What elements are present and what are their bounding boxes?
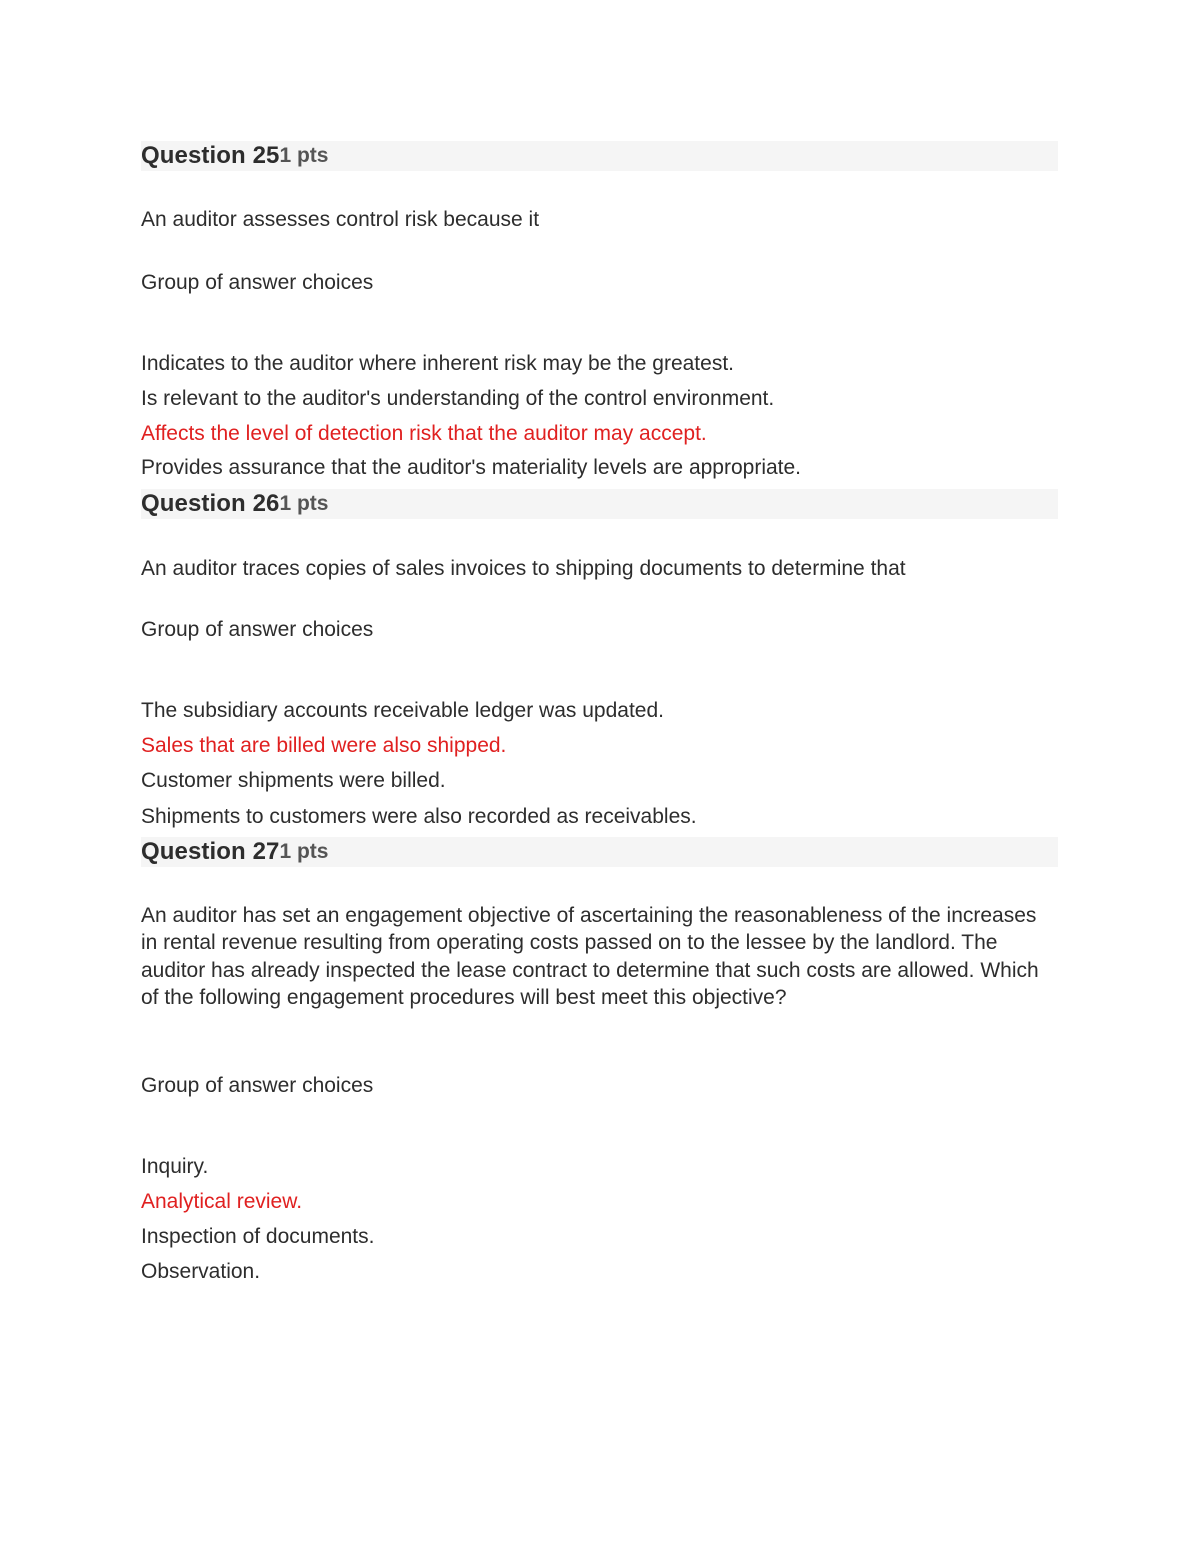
question-title: Question 27 [141,838,280,865]
question-points: 1 pts [279,144,329,167]
question-text: An auditor has set an engagement objective of ascertaining the reasonableness of the increases in rental revenue resulting from operating costs passed on to the lessee by the landlord. The auditor has already inspected the lease contract to determine that such costs are allowed. Which of the following engagement procedures will best meet this objective? [141,904,1039,1010]
answer-group-label: Group of answer choices [141,1074,374,1097]
answer-choice-highlighted[interactable]: Sales that are billed were also shipped. [141,734,507,757]
answer-choice[interactable]: Inquiry. [141,1155,209,1178]
answer-choice[interactable]: The subsidiary accounts receivable ledger was updated. [141,699,664,722]
question-text: An auditor assesses control risk because it [141,208,540,231]
question-header [141,489,1058,519]
answer-group-label: Group of answer choices [141,618,374,641]
question-points: 1 pts [279,492,329,515]
question-title: Question 25 [141,142,280,169]
answer-choice[interactable]: Inspection of documents. [141,1225,375,1248]
answer-choice[interactable]: Shipments to customers were also recorded as receivables. [141,805,697,828]
answer-choice[interactable]: Indicates to the auditor where inherent risk may be the greatest. [141,352,734,375]
answer-choice[interactable]: Customer shipments were billed. [141,769,446,792]
answer-choice[interactable]: Provides assurance that the auditor's materiality levels are appropriate. [141,456,802,479]
question-title: Question 26 [141,490,280,517]
answer-choice[interactable]: Observation. [141,1260,261,1283]
question-header [141,141,1058,171]
answer-group-label: Group of answer choices [141,271,374,294]
question-text: An auditor traces copies of sales invoices to shipping documents to determine that [141,557,906,580]
question-points: 1 pts [279,840,329,863]
question-header [141,837,1058,867]
answer-choice-highlighted[interactable]: Analytical review. [141,1190,303,1213]
answer-choice[interactable]: Is relevant to the auditor's understanding of the control environment. [141,387,775,410]
answer-choice-highlighted[interactable]: Affects the level of detection risk that the auditor may accept. [141,422,707,445]
